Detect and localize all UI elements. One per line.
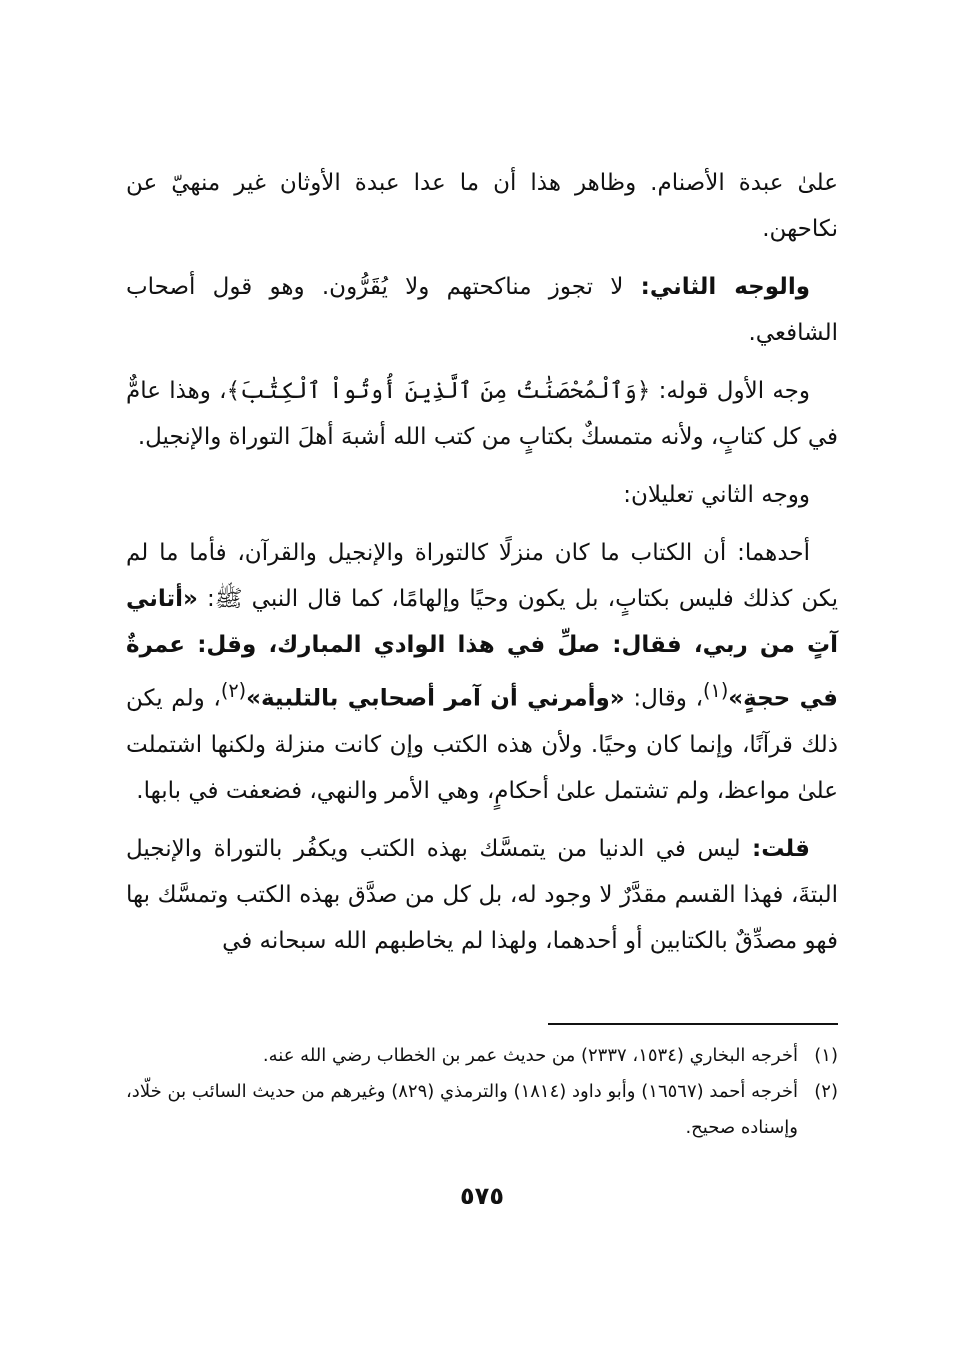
paragraph	[126, 160, 838, 252]
footnote-text: أخرجه البخاري (١٥٣٤، ٢٣٣٧) من حديث عمر بن الخطاب رضي الله عنه.	[262, 1045, 798, 1066]
paragraph-lead: والوجه الثاني:	[640, 274, 810, 300]
hadith-quote: «أتاني آتٍ من ربي، فقال: صلِّ في هذا الوادي المبارك، وقل: عمرةٌ في حجةٍ»	[126, 586, 838, 712]
paragraph-text: ، ولم يكن ذلك قرآنًا، وإنما كان وحيًا. ولأن هذه الكتب وإن كانت منزلة ولكنها اشتملت علىٰ مواعظ، ولم تشتمل علىٰ أحكامٍ، وهي الأمر والنهي، فضعفت في بابها.	[126, 685, 838, 804]
footnote	[126, 1038, 838, 1074]
paragraph-text: ، وقال:	[624, 685, 704, 712]
footnote-number: (٢)	[814, 1081, 838, 1102]
paragraph-lead: قلت:	[752, 835, 810, 862]
quran-verse: ﴿وَٱلْمُحْصَنَٰتُ مِنَ ٱلَّذِينَ أُوتُواْ ٱلْكِتَٰبَ﴾	[226, 378, 651, 404]
paragraph-text: ليس في الدنيا من يتمسَّك بهذه الكتب ويكفُر بالتوراة والإنجيل البتةَ، فهذا القسم مقدَّرٌ لا وجود له، بل كل من صدَّق بهذه الكتب وتمسَّك بها فهو مصدِّقٌ بالكتابين أو أحدهما، ولهذا لم يخاطبهم الله سبحانه في	[126, 835, 838, 954]
footnote-number: (١)	[814, 1045, 838, 1066]
paragraph-text: أحدهما: أن الكتاب ما كان منزلًا كالتوراة والإنجيل والقرآن، فأما ما لم يكن كذلك فليس بكتابٍ، بل يكون وحيًا وإلهامًا، كما قال النبي ﷺ:	[126, 540, 838, 612]
paragraph	[126, 264, 838, 356]
paragraph-text: ووجه الثاني تعليلان:	[623, 482, 810, 508]
paragraph-text: لا تجوز مناكحتهم ولا يُقَرُّون. وهو قول أصحاب الشافعي.	[126, 274, 838, 346]
paragraph-text: علىٰ عبدة الأصنام. وظاهر هذا أن ما عدا عبدة الأوثان غير منهيّ عن نكاحهن.	[126, 170, 838, 242]
paragraph-text: ، وهذا عامٌّ في كل كتابٍ، ولأنه متمسكٌ بكتابٍ من كتب الله أشبهَ أهلَ التوراة والإنجيل.	[126, 378, 838, 450]
footnotes	[126, 1038, 838, 1146]
paragraph-text: وجه الأول قوله:	[650, 378, 810, 404]
footnote-ref[interactable]: (١)	[703, 679, 729, 702]
paragraph	[126, 368, 838, 460]
paragraph	[126, 472, 838, 518]
page-number: ٥٧٥	[460, 1182, 504, 1210]
footnote-ref[interactable]: (٢)	[220, 679, 247, 702]
footnote-divider	[548, 1023, 838, 1025]
paragraph	[126, 530, 838, 814]
footnote-text: أخرجه أحمد (١٦٥٦٧) وأبو داود (١٨١٤) والترمذي (٨٢٩) وغيرهم من حديث السائب بن خلّاد، وإسناده صحيح.	[126, 1081, 799, 1138]
hadith-quote: «وأمرني أن آمر أصحابي بالتلبية»	[246, 685, 625, 712]
footnote	[126, 1074, 838, 1146]
main-text	[126, 160, 838, 976]
paragraph	[126, 826, 838, 964]
